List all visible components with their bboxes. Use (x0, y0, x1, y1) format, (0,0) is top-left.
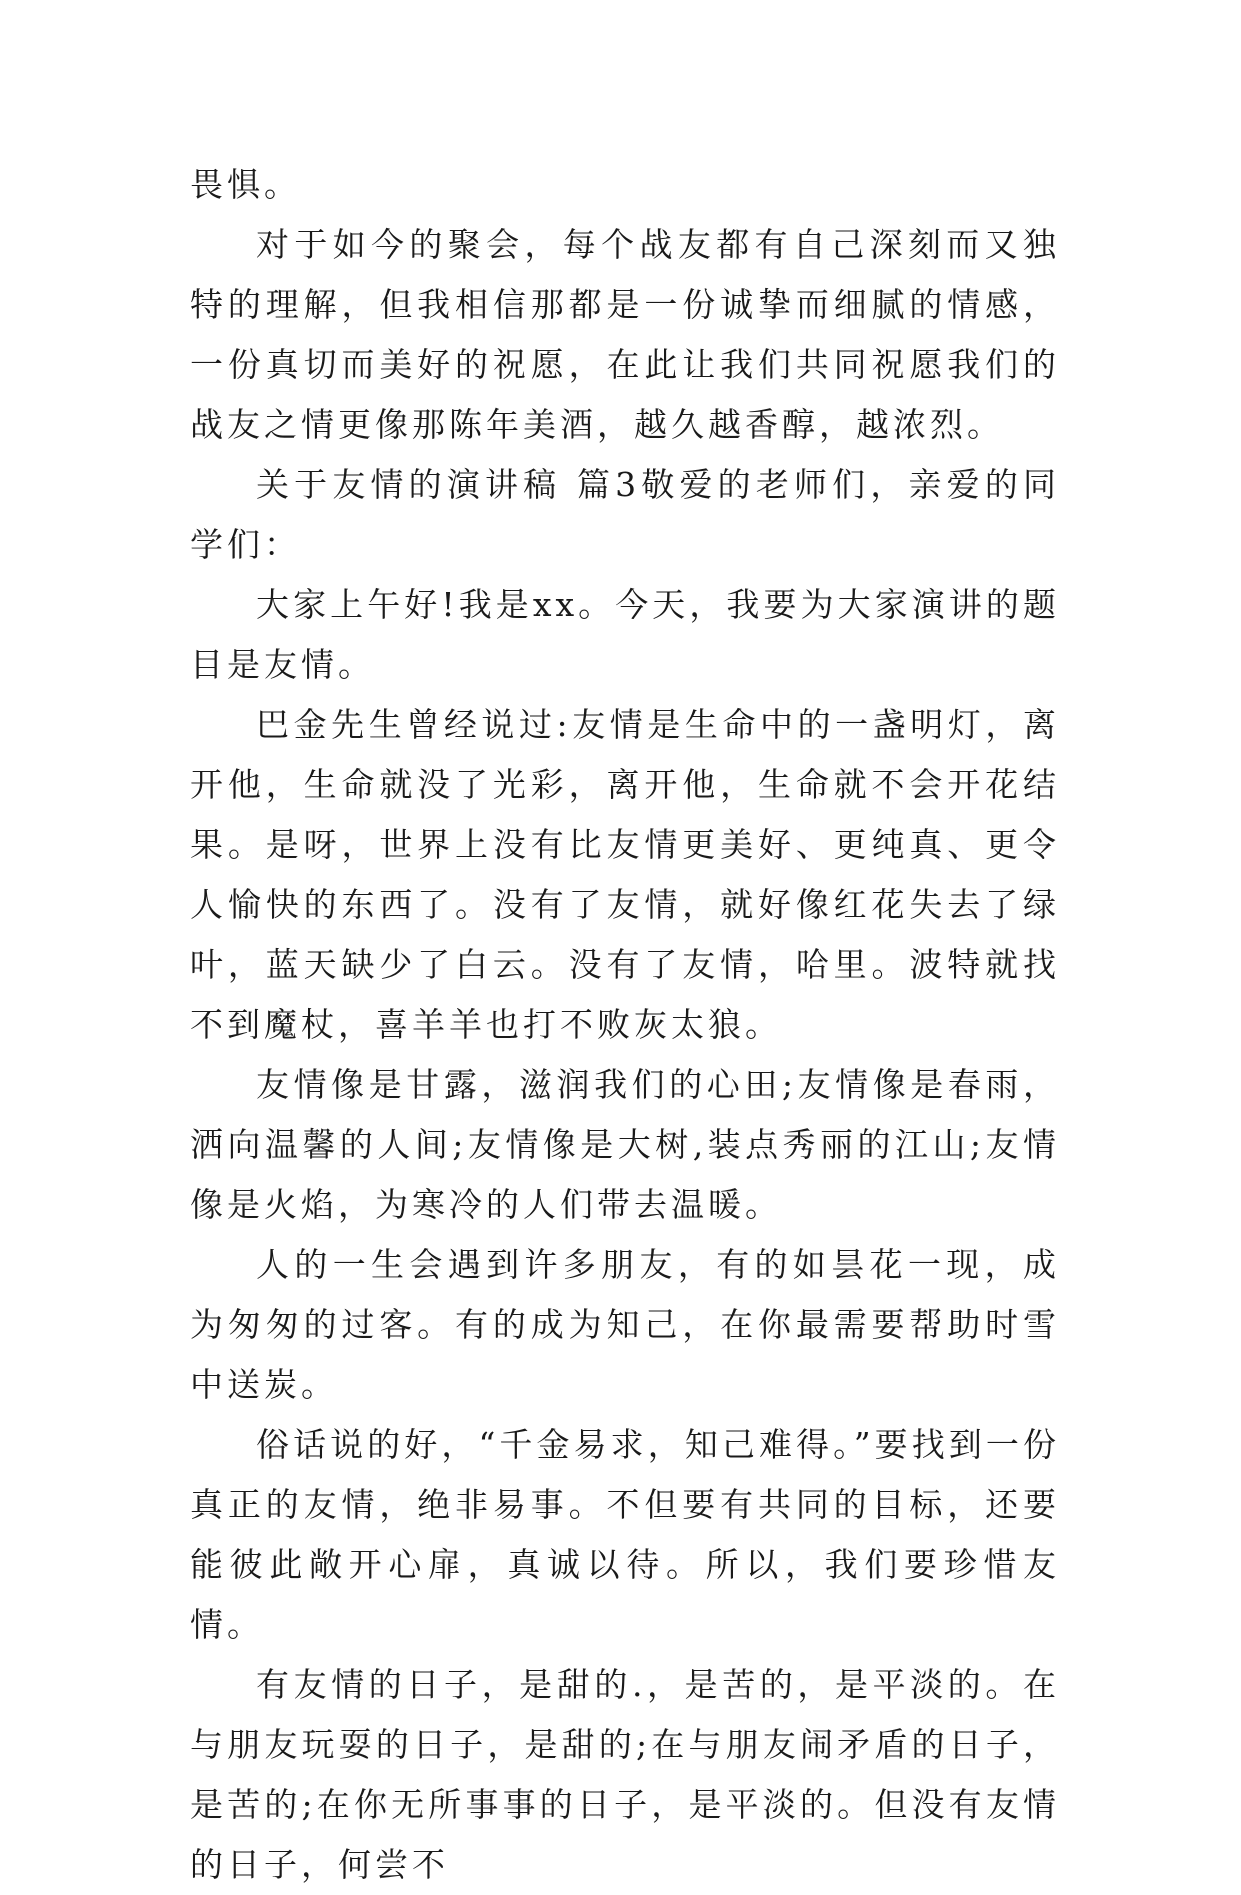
paragraph-bajin-quote: 巴金先生曾经说过:友情是生命中的一盏明灯，离开他，生命就没了光彩，离开他，生命就不会开花结果。是呀，世界上没有比友情更美好、更纯真、更令人愉快的东西了。没有了友情，就好像红花失去了绿叶，蓝天缺少了白云。没有了友情，哈里。波特就找不到魔杖，喜羊羊也打不败灰太狼。 (190, 705, 1060, 1044)
paragraph-proverb: 俗话说的好，“千金易求，知己难得。”要找到一份真正的友情，绝非易事。不但要有共同的目标，还要能彼此敞开心扉，真诚以待。所以，我们要珍惜友情。 (190, 1425, 1060, 1644)
paragraph-fear-ending: 畏惧。 (190, 165, 301, 204)
paragraph-many-friends: 人的一生会遇到许多朋友，有的如昙花一现，成为匆匆的过客。有的成为知己，在你最需要帮助时雪中送炭。 (190, 1245, 1060, 1404)
paragraph-reunion: 对于如今的聚会，每个战友都有自己深刻而又独特的理解，但我相信那都是一份诚挚而细腻的情感，一份真切而美好的祝愿，在此让我们共同祝愿我们的战友之情更像那陈年美酒，越久越香醇，越浓烈。 (190, 225, 1060, 444)
paragraph-greeting: 大家上午好!我是xx。今天，我要为大家演讲的题目是友情。 (190, 585, 1060, 684)
document-body (190, 155, 1060, 1895)
paragraph-friendship-metaphors: 友情像是甘露，滋润我们的心田;友情像是春雨，洒向温馨的人间;友情像是大树,装点秀丽的江山;友情像是火焰，为寒冷的人们带去温暖。 (190, 1065, 1060, 1224)
paragraph-speech-heading: 关于友情的演讲稿 篇3敬爱的老师们，亲爱的同学们： (190, 465, 1060, 564)
paragraph-days-of-friendship: 有友情的日子，是甜的.，是苦的，是平淡的。在与朋友玩耍的日子，是甜的;在与朋友闹矛盾的日子，是苦的;在你无所事事的日子，是平淡的。但没有友情的日子，何尝不 (190, 1665, 1060, 1884)
